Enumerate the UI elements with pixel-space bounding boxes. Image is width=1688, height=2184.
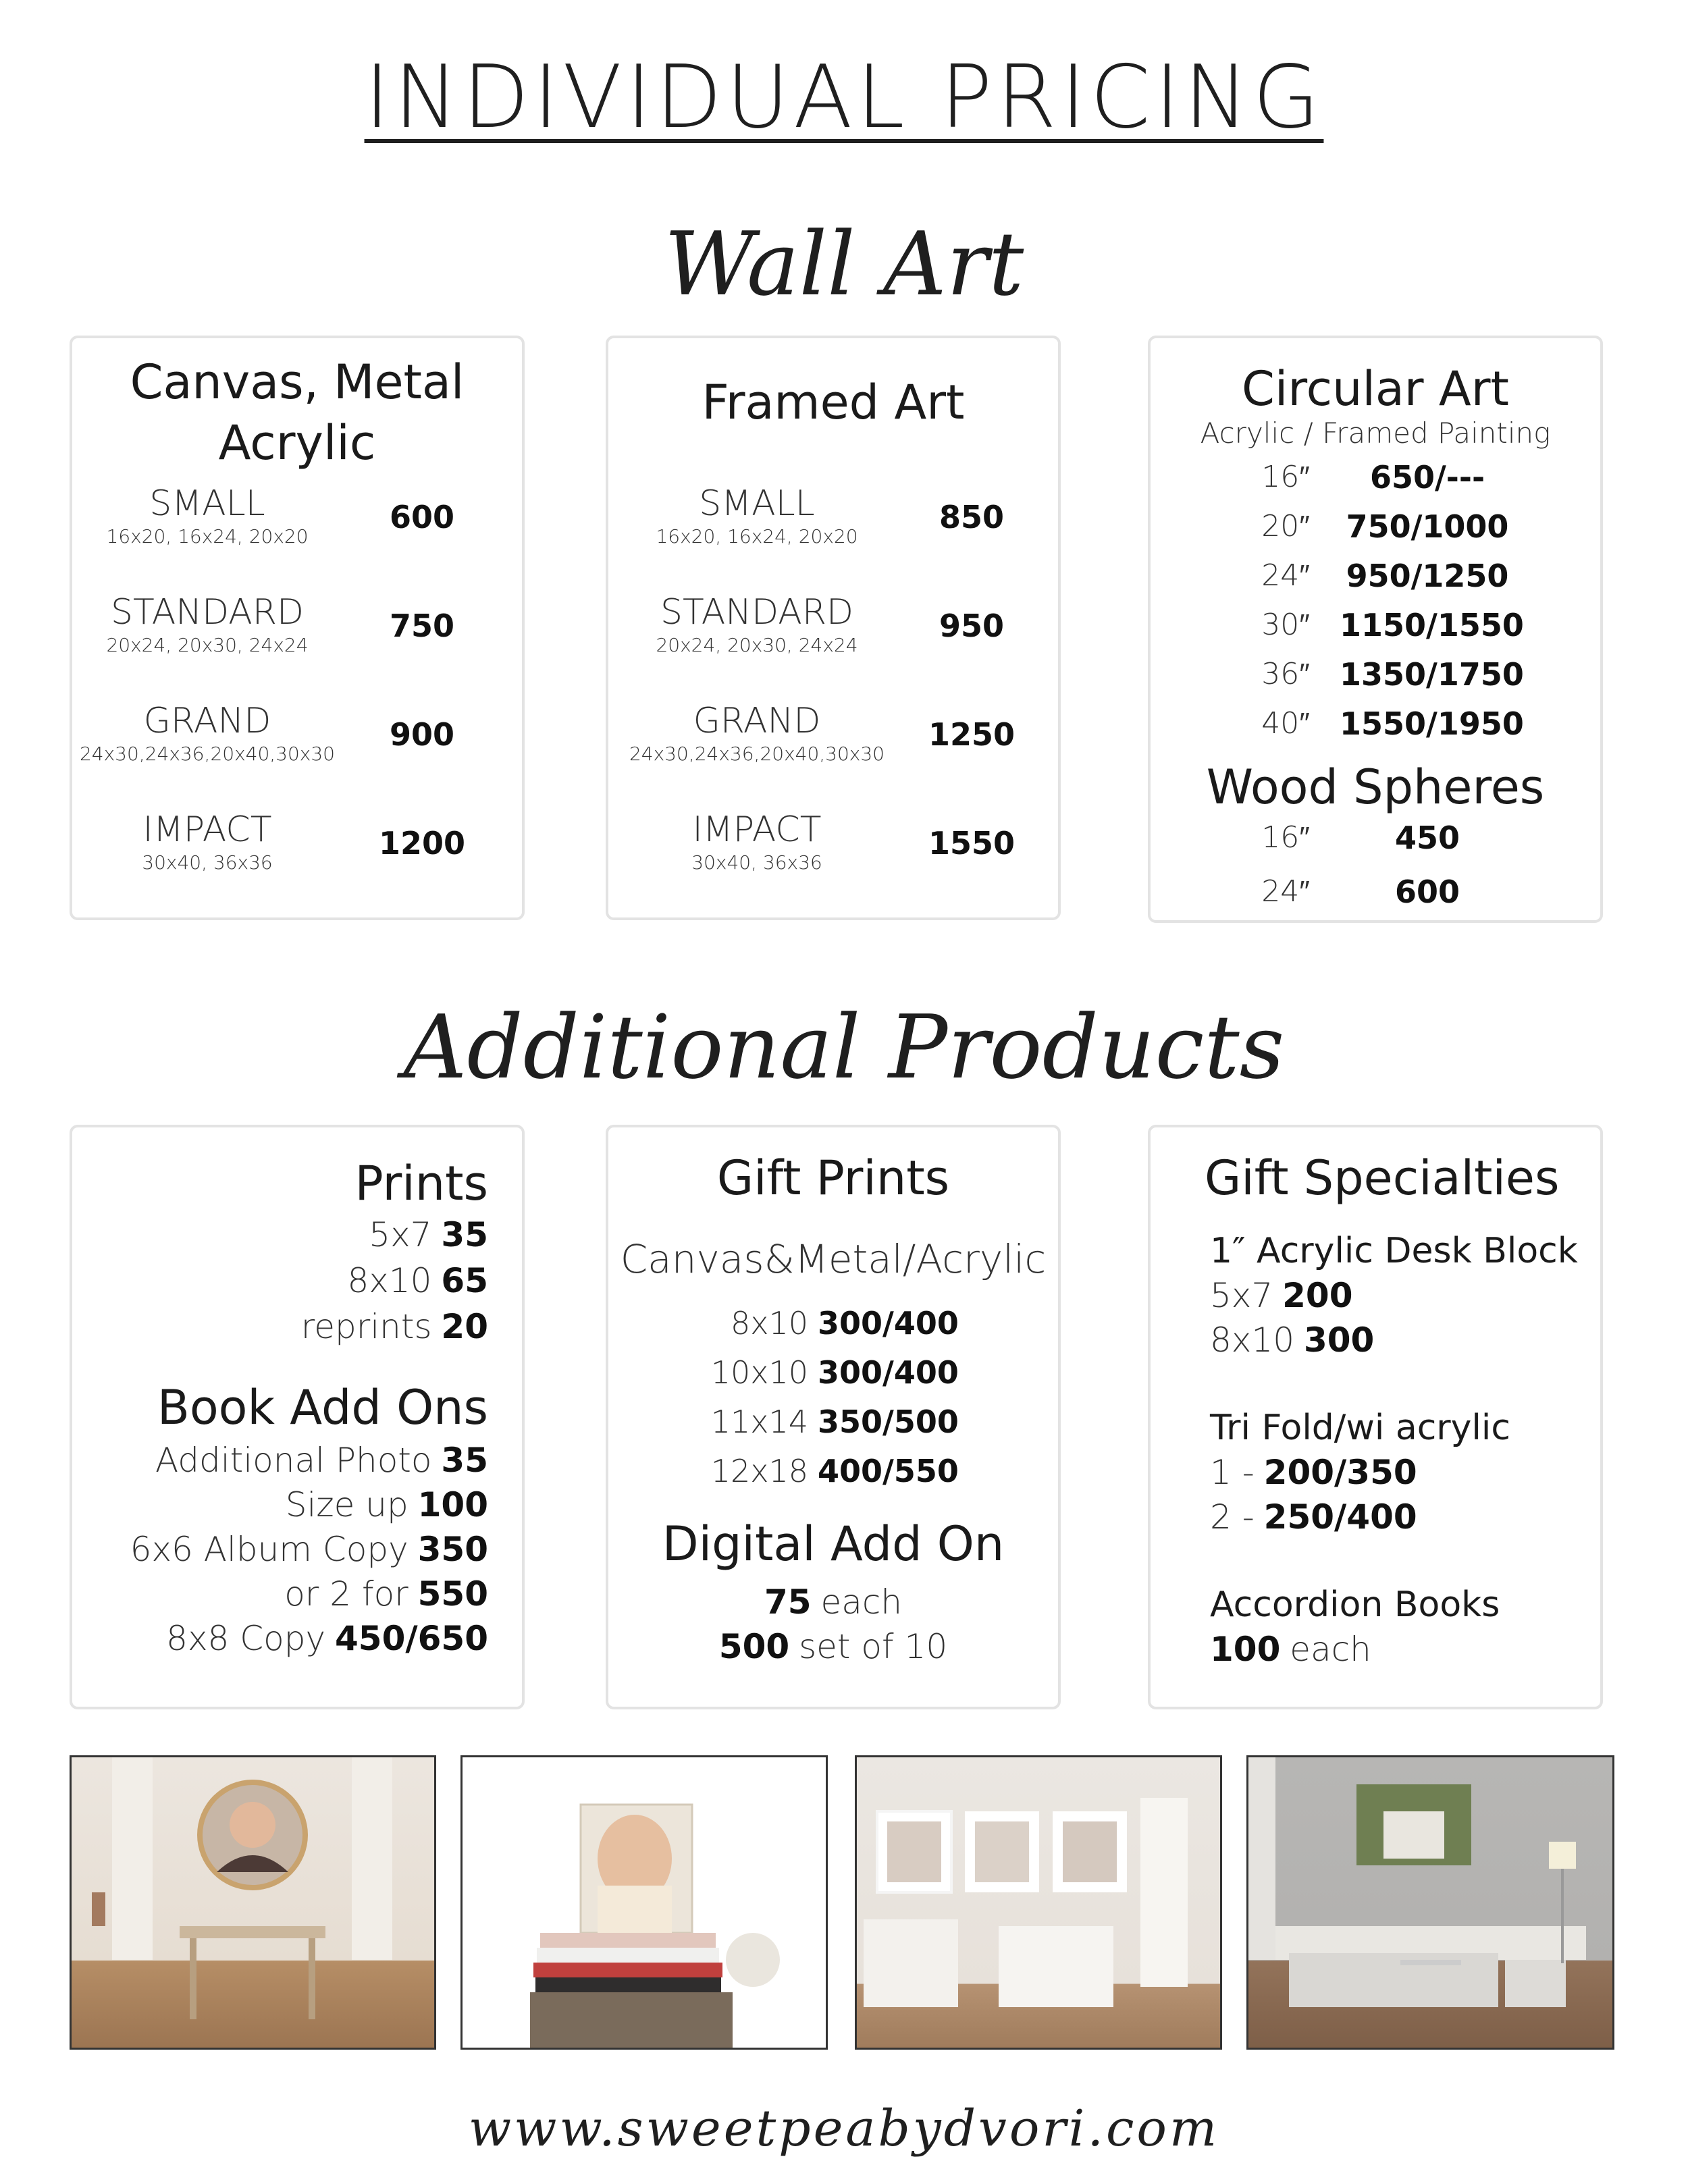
- digital-add-on-title: Digital Add On: [662, 1516, 1005, 1572]
- sphere-price: 450: [1394, 820, 1460, 856]
- size-name: STANDARD: [110, 592, 305, 633]
- framed-art-card: [606, 336, 1061, 920]
- size-price: 850: [939, 499, 1005, 535]
- page-title: INDIVIDUAL PRICING: [364, 47, 1324, 148]
- desk-block-title: 1″ Acrylic Desk Block: [1210, 1231, 1578, 1271]
- size-price: 1250: [928, 716, 1016, 753]
- size-dimensions: 30x40, 36x36: [691, 851, 822, 874]
- website-footer: www.sweetpeabydvori.com: [468, 2100, 1220, 2158]
- size-dimensions: 24x30,24x36,20x40,30x30: [629, 743, 885, 765]
- photo-album-books: [460, 1755, 828, 2050]
- circle-size: 40″: [1261, 706, 1310, 741]
- book-add-ons-title: Book Add Ons: [157, 1380, 488, 1435]
- tri-fold-item: 2 - 250/400: [1210, 1497, 1417, 1537]
- book-item: 6x6 Album Copy 350: [130, 1530, 488, 1569]
- circle-size: 20″: [1261, 509, 1310, 543]
- gift-size: 10x10: [710, 1354, 808, 1391]
- size-name: IMPACT: [142, 809, 272, 850]
- tri-fold-item: 1 - 200/350: [1210, 1453, 1417, 1492]
- size-price: 750: [389, 608, 455, 644]
- size-price: 1200: [378, 825, 466, 861]
- book-item: or 2 for 550: [284, 1574, 488, 1614]
- circular-art-card: [1148, 336, 1603, 923]
- wood-spheres-title: Wood Spheres: [1206, 760, 1545, 815]
- gift-price: 400/550: [818, 1453, 959, 1489]
- canvas-card-title-line2: Acrylic: [218, 415, 376, 471]
- sphere-size: 24″: [1261, 874, 1310, 909]
- prints-title: Prints: [354, 1156, 488, 1211]
- book-item: Size up 100: [285, 1485, 488, 1524]
- circle-price: 1150/1550: [1340, 607, 1524, 643]
- size-price: 950: [939, 608, 1005, 644]
- desk-block-item: 5x7 200: [1210, 1276, 1353, 1315]
- size-dimensions: 24x30,24x36,20x40,30x30: [79, 743, 335, 765]
- print-item: 8x10 65: [347, 1261, 488, 1300]
- canvas-card-title-line1: Canvas, Metal: [130, 354, 465, 410]
- gift-size: 8x10: [730, 1305, 808, 1341]
- canvas-metal-acrylic-card: [70, 336, 525, 920]
- gift-prints-title: Gift Prints: [716, 1150, 950, 1206]
- circle-price: 650/---: [1369, 459, 1485, 496]
- desk-block-item: 8x10 300: [1210, 1321, 1375, 1360]
- size-dimensions: 30x40, 36x36: [142, 851, 273, 874]
- size-name: SMALL: [699, 483, 815, 524]
- gift-price: 300/400: [818, 1354, 959, 1391]
- circular-card-subtitle: Acrylic / Framed Painting: [1200, 417, 1551, 450]
- size-price: 600: [389, 499, 455, 535]
- digital-item: 500 set of 10: [718, 1627, 948, 1666]
- sphere-price: 600: [1394, 874, 1460, 910]
- circle-size: 36″: [1261, 657, 1310, 691]
- circle-size: 30″: [1261, 608, 1310, 642]
- gift-specialties-title: Gift Specialties: [1205, 1150, 1560, 1206]
- book-item: 8x8 Copy 450/650: [166, 1619, 488, 1658]
- size-name: GRAND: [693, 701, 821, 741]
- wall-art-heading: Wall Art: [664, 213, 1024, 315]
- photo-nursery-frames: [855, 1755, 1222, 2050]
- gift-price: 350/500: [818, 1404, 959, 1440]
- photo-living-room-canvas: [1246, 1755, 1614, 2050]
- gift-size: 11x14: [710, 1404, 808, 1440]
- book-item: Additional Photo 35: [155, 1441, 488, 1480]
- size-name: STANDARD: [660, 592, 854, 633]
- accordion-books-title: Accordion Books: [1210, 1584, 1500, 1625]
- size-name: IMPACT: [692, 809, 822, 850]
- gift-specialties-card: [1148, 1125, 1603, 1709]
- sphere-size: 16″: [1261, 820, 1310, 855]
- photo-circular-art-room: [70, 1755, 436, 2050]
- size-price: 1550: [928, 825, 1016, 861]
- circle-price: 750/1000: [1346, 508, 1509, 545]
- size-price: 900: [389, 716, 455, 753]
- digital-item: 75 each: [764, 1582, 903, 1622]
- circle-price: 1550/1950: [1340, 705, 1524, 742]
- circular-card-title: Circular Art: [1242, 361, 1509, 417]
- gift-prints-card: [606, 1125, 1061, 1709]
- circle-price: 1350/1750: [1340, 656, 1524, 693]
- additional-products-heading: Additional Products: [403, 996, 1285, 1098]
- size-dimensions: 16x20, 16x24, 20x20: [656, 525, 858, 548]
- print-item: 5x7 35: [369, 1215, 488, 1254]
- size-dimensions: 16x20, 16x24, 20x20: [106, 525, 309, 548]
- size-name: GRAND: [143, 701, 271, 741]
- framed-card-title: Framed Art: [702, 375, 965, 430]
- accordion-item: 100 each: [1210, 1630, 1371, 1669]
- size-dimensions: 20x24, 20x30, 24x24: [106, 634, 309, 656]
- prints-card: [70, 1125, 525, 1709]
- print-item: reprints 20: [300, 1307, 488, 1346]
- gift-prints-subtitle: Canvas&Metal/Acrylic: [620, 1236, 1047, 1282]
- gift-price: 300/400: [818, 1305, 959, 1341]
- tri-fold-title: Tri Fold/wi acrylic: [1210, 1408, 1510, 1448]
- circle-size: 16″: [1261, 460, 1310, 494]
- circle-price: 950/1250: [1346, 558, 1509, 594]
- circle-size: 24″: [1261, 558, 1310, 593]
- gift-size: 12x18: [710, 1453, 808, 1489]
- size-dimensions: 20x24, 20x30, 24x24: [656, 634, 858, 656]
- size-name: SMALL: [149, 483, 265, 524]
